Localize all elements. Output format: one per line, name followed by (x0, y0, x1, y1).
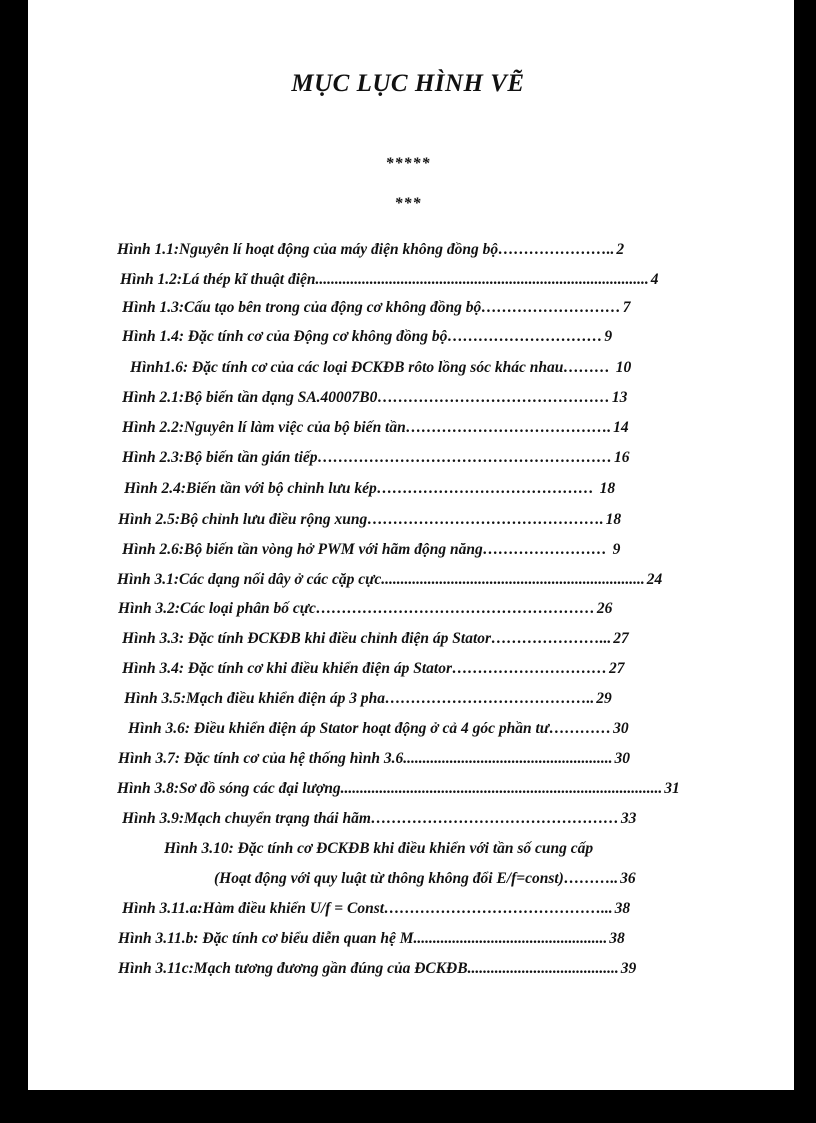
toc-entry-label: Hình 2.2:Nguyên lí làm việc của bộ biến tần (122, 419, 406, 436)
toc-entry (124, 479, 707, 499)
toc-page-number: 18 (599, 480, 616, 497)
toc-entry (117, 240, 682, 260)
toc-entry (118, 959, 707, 979)
toc-dot-leader: ………… (549, 720, 612, 737)
toc-entry (117, 779, 707, 799)
toc-entry-label: Hình 2.1:Bộ biến tần dạng SA.40007B0 (122, 389, 378, 406)
toc-entry-label: Hình 3.4: Đặc tính cơ khi điều khiển điện áp Stator (122, 660, 452, 677)
toc-entry (122, 327, 707, 347)
toc-dot-leader: ……………………………………………… (315, 600, 595, 617)
toc-dot-leader: ……………………………………… (377, 389, 610, 406)
toc-page-number: 13 (611, 389, 628, 406)
toc-page-number: 27 (609, 660, 625, 677)
ornament-stars-bottom: *** (394, 195, 422, 212)
toc-entry-label: Hình 3.7: Đặc tính cơ của hệ thống hình 3.6 (118, 750, 404, 767)
toc-page-number: 9 (612, 541, 621, 558)
toc-page-number: 16 (614, 449, 630, 466)
toc-dot-leader: ...................................................... (403, 750, 613, 767)
toc-dot-leader: ………………………………………… (370, 810, 619, 827)
toc-entry-label: Hình 2.5:Bộ chỉnh lưu điều rộng xung (118, 511, 368, 528)
toc-entry (122, 899, 707, 919)
toc-dot-leader: ………………………………………. (367, 511, 604, 528)
toc-dot-leader: .................................................................... (381, 571, 645, 588)
toc-dot-leader: ………………………… (447, 328, 603, 345)
toc-page-number: 14 (613, 419, 629, 436)
toc-page-number: 2 (616, 241, 625, 258)
toc-page-number: 31 (664, 780, 680, 797)
toc-entry (130, 358, 705, 378)
toc-entry-label: Hình 3.10: Đặc tính cơ ĐCKĐB khi điều khiển với tần số cung cấp (164, 840, 594, 857)
toc-entry (122, 298, 707, 318)
toc-entry (118, 929, 707, 949)
toc-entry-label: Hình 1.4: Đặc tính cơ của Động cơ không đồng bộ (122, 328, 448, 345)
toc-page-number: 30 (614, 750, 630, 767)
toc-entry-label: Hình 2.3:Bộ biến tần gián tiếp (122, 449, 318, 466)
toc-entry-label: Hình1.6: Đặc tính cơ của các loại ĐCKĐB rôto lồng sóc khác nhau (130, 359, 564, 376)
toc-dot-leader: …………………………………… (376, 480, 598, 497)
toc-page-number: 39 (620, 960, 637, 977)
toc-dot-leader: ...................................................................................... (315, 271, 649, 288)
toc-entry (128, 719, 707, 739)
toc-page-number: 33 (620, 810, 637, 827)
toc-entry-label: Hình 1.1:Nguyên lí hoạt động của máy điện không đồng bộ (117, 241, 499, 258)
toc-entry-label: (Hoạt động với quy luật từ thông không đổi E/f=const) (214, 870, 564, 887)
toc-page-number: 18 (605, 511, 622, 528)
toc-page-number: 27 (613, 630, 629, 647)
toc-page-number: 7 (622, 299, 631, 316)
toc-dot-leader: …………………………………. (405, 419, 612, 436)
toc-dot-leader: ……… (563, 359, 614, 376)
toc-entry (118, 749, 707, 769)
toc-page-number: 24 (646, 571, 663, 588)
toc-entry (122, 629, 707, 649)
page-title: MỤC LỤC HÌNH VẼ (291, 70, 525, 97)
toc-entry-label: Hình 3.8:Sơ đồ sóng các đại lượng (117, 780, 341, 797)
toc-entry-label: Hình 3.5:Mạch điều khiển điện áp 3 pha (124, 690, 385, 707)
toc-entry (120, 270, 707, 290)
toc-dot-leader: .................................................. (413, 930, 608, 947)
toc-entry-label: Hình 3.11c:Mạch tương đương gần đúng của ĐCKĐB (118, 960, 468, 977)
ornament-stars-top: ***** (385, 155, 431, 172)
toc-entry (122, 388, 707, 408)
toc-page-number: 38 (609, 930, 625, 947)
toc-entry (122, 448, 707, 468)
toc-page-number: 9 (604, 328, 613, 345)
toc-entry-label: Hình 2.6:Bộ biến tần vòng hở PWM với hãm động năng (122, 541, 483, 558)
toc-entry-label: Hình 3.3: Đặc tính ĐCKĐB khi điều chỉnh điện áp Stator (122, 630, 492, 647)
toc-dot-leader: ………………………… (452, 660, 607, 677)
toc-dot-leader: ……………………………………... (384, 900, 613, 917)
toc-entry-label: Hình 1.3:Cấu tạo bên trong của động cơ không đồng bộ (122, 299, 482, 316)
toc-page-number: 36 (620, 870, 636, 887)
toc-entry-label: Hình 1.2:Lá thép kĩ thuật điện (120, 271, 316, 288)
toc-entry-label: Hình 3.2:Các loại phân bố cực (118, 600, 316, 617)
toc-entry (118, 510, 707, 530)
toc-page-number: 26 (596, 600, 613, 617)
toc-dot-leader: ....................................... (467, 960, 619, 977)
toc-entry (214, 869, 698, 889)
toc-entry (124, 689, 707, 709)
toc-entry (164, 839, 694, 859)
toc-entry-label: Hình 2.4:Biến tần với bộ chỉnh lưu kép (124, 480, 377, 497)
toc-entry (117, 570, 707, 590)
toc-dot-leader: ……….. (563, 870, 619, 887)
toc-entry (122, 809, 707, 829)
toc-entry-label: Hình 3.6: Điều khiển điện áp Stator hoạt động ở cả 4 góc phần tư (128, 720, 550, 737)
toc-dot-leader: ………………….. (498, 241, 615, 258)
toc-page-number: 29 (596, 690, 612, 707)
toc-dot-leader: ………………………………….. (384, 690, 595, 707)
toc-page-number: 38 (614, 900, 631, 917)
toc-entry-label: Hình 3.9:Mạch chuyển trạng thái hãm (122, 810, 371, 827)
toc-page-number: 10 (615, 359, 632, 376)
toc-page-number: 30 (613, 720, 629, 737)
toc-entry-label: Hình 3.11.a:Hàm điều khiển U/f = Const (122, 900, 385, 917)
toc-dot-leader: ………………………………………………… (317, 449, 613, 466)
toc-entry (122, 540, 687, 560)
toc-dot-leader: ................................................................................... (340, 780, 663, 797)
toc-entry (118, 599, 707, 619)
toc-dot-leader: …………………… (482, 541, 611, 558)
toc-entry (122, 418, 707, 438)
toc-dot-leader: …………………... (491, 630, 612, 647)
toc-entry-label: Hình 3.1:Các dạng nối dây ở các cặp cực (117, 571, 382, 588)
toc-page-number: 4 (650, 271, 659, 288)
toc-entry (122, 659, 707, 679)
toc-dot-leader: ……………………… (481, 299, 621, 316)
toc-entry-label: Hình 3.11.b: Đặc tính cơ biểu diễn quan hệ M (118, 930, 414, 947)
